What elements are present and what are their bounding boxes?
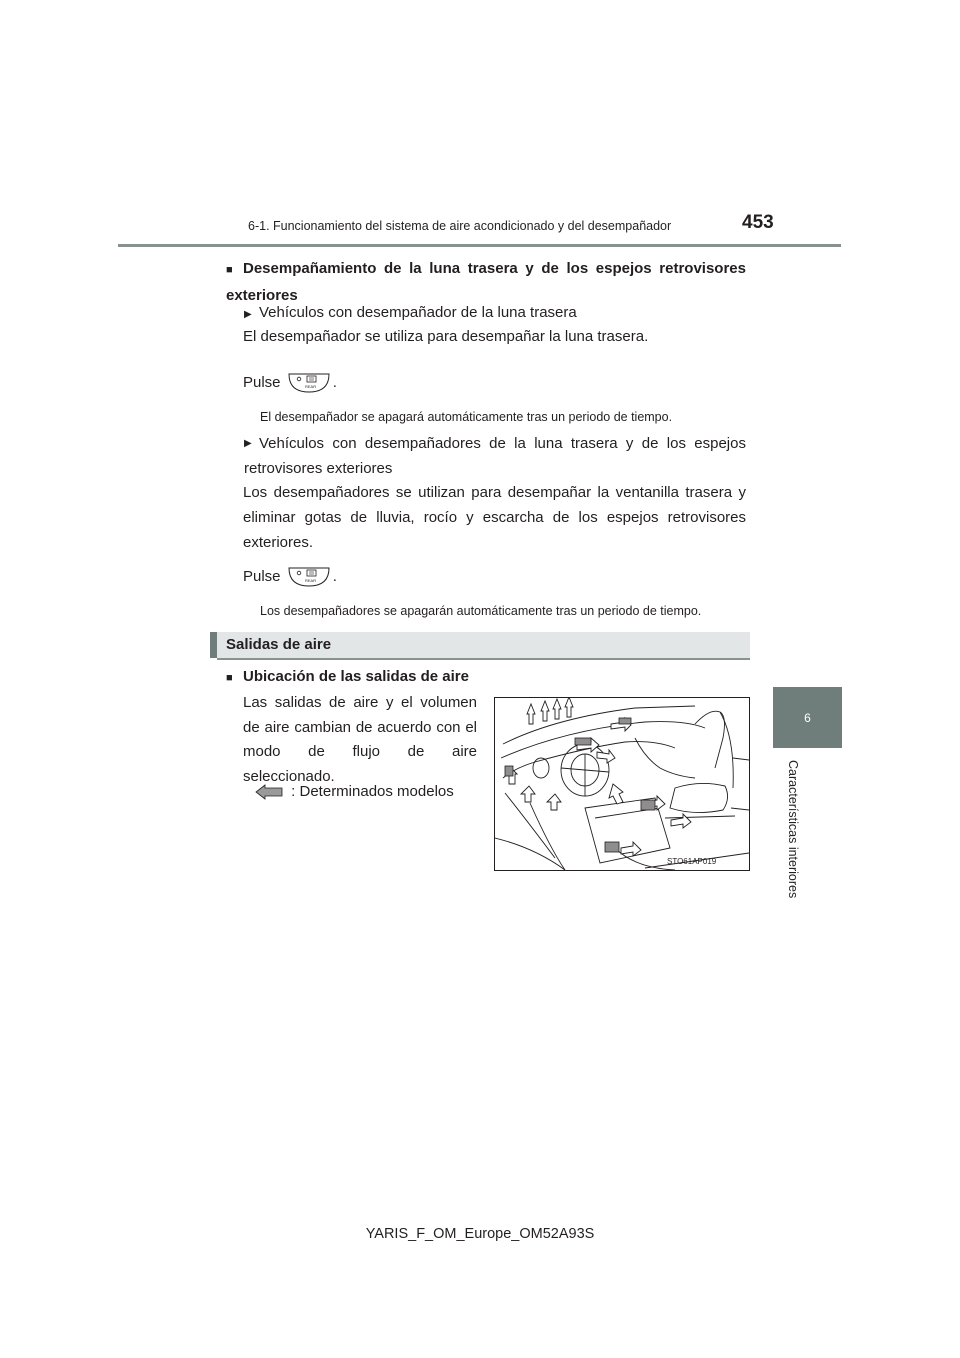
case1-press: Pulse REAR . [243,370,337,395]
section-underline [217,658,750,660]
rear-defogger-button-icon [287,372,331,394]
header-rule [118,244,841,247]
triangle-bullet-icon: ▶ [244,309,252,320]
case2-text: Los desempañadores se utilizan para desempañar la ventanilla trasera y eliminar gotas de lluvia, rocío y escarcha de los espejos retrovisores exteriores. [243,484,746,551]
triangle-bullet-icon: ▶ [244,438,252,449]
rear-defog-heading: ■ Desempañamiento de la luna trasera y de los espejos retrovisores exteriores [226,260,746,304]
air-outlets-text: Las salidas de aire y el volumen de aire cambian de acuerdo con el modo de flujo de aire seleccionado. [243,694,477,785]
air-outlets-heading: ■ Ubicación de las salidas de aire [226,664,746,691]
case1-text: El desempañador se utiliza para desempañar la luna trasera. [243,328,649,345]
svg-text:REAR: REAR [304,384,316,390]
air-outlets-figure [494,697,750,871]
section-title-box [210,632,750,658]
car-interior-illustration [495,698,749,870]
chapter-title: Características interiores [786,760,800,899]
case2-title: ▶ Vehículos con desempañadores de la luna trasera y de los espejos retrovisores exteriores [244,431,746,481]
chapter-number: 6 [804,711,811,725]
figure-code: STO61AP019 [667,857,717,866]
case1-note: El desempañador se apagará automáticamente tras un periodo de tiempo. [260,410,673,424]
legend: : Determinados modelos [254,779,454,804]
square-bullet-icon: ■ [226,672,233,684]
air-flow-arrow-icon [254,784,284,800]
page-number: 453 [742,212,774,233]
rear-defogger-button-icon [287,566,331,588]
case1-title: ▶ Vehículos con desempañador de la luna trasera [244,300,746,327]
square-bullet-icon: ■ [226,264,233,276]
document-id: YARIS_F_OM_Europe_OM52A93S [365,1226,595,1242]
case2-note: Los desempañadores se apagarán automáticamente tras un periodo de tiempo. [260,604,702,618]
svg-text:REAR: REAR [304,578,316,584]
section-title: Salidas de aire [226,636,332,653]
running-header: 6-1. Funcionamiento del sistema de aire acondicionado y del desempañador [248,219,672,233]
chapter-tab [773,687,842,748]
case2-press: Pulse REAR . [243,564,337,589]
